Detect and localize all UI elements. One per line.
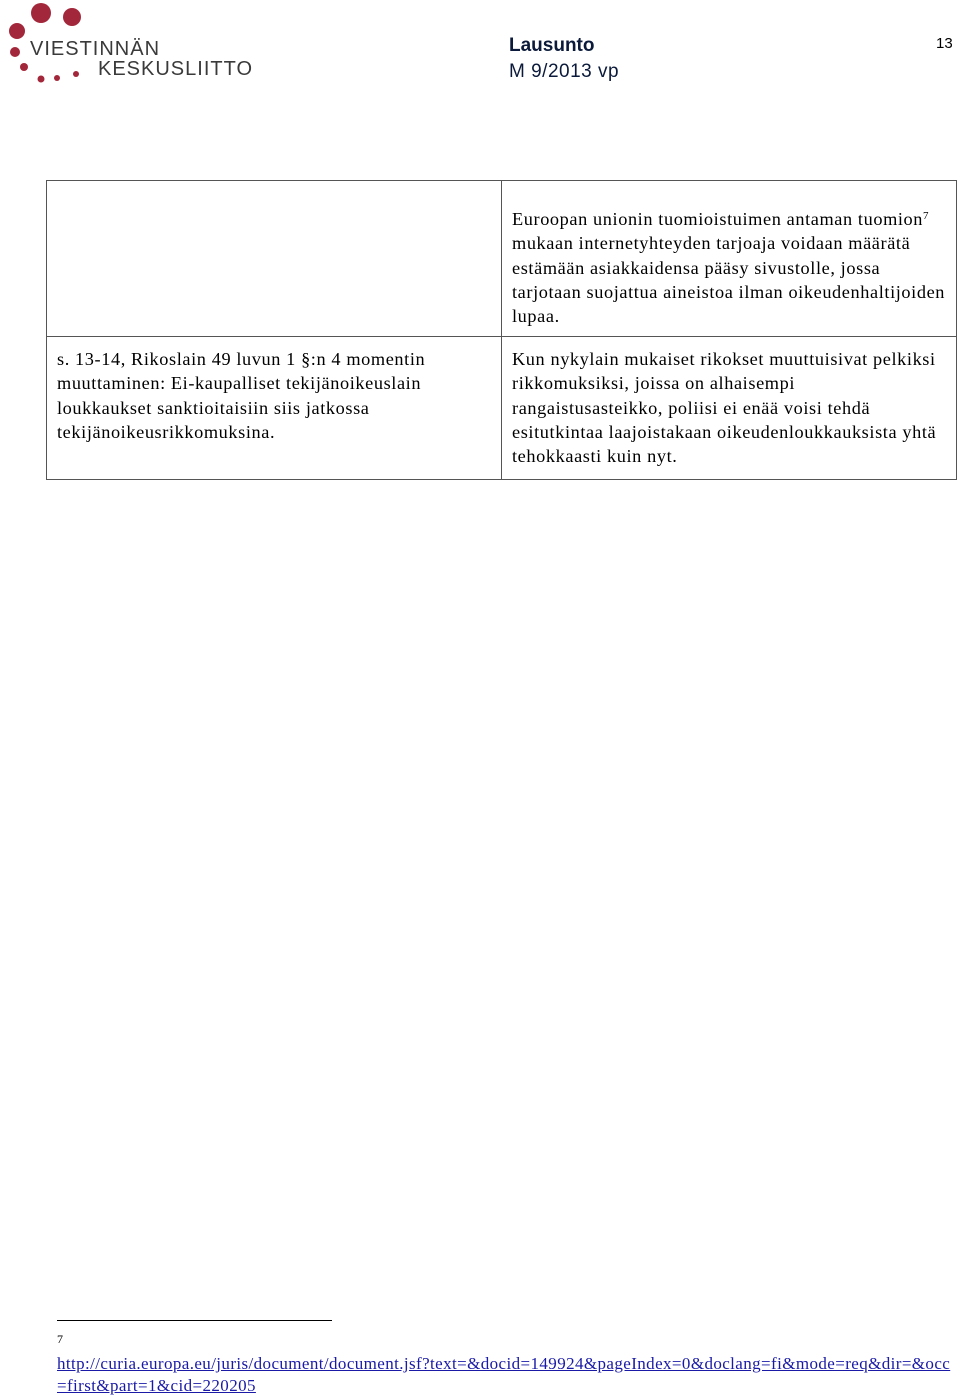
footnote-number: 7: [57, 1332, 63, 1346]
footnote-link[interactable]: http://curia.europa.eu/juris/document/document.jsf?text=&docid=149924&pageIndex=0&doclang=fi&mode=req&dir=&occ=first&part=1&cid=220205: [57, 1354, 951, 1395]
logo-text-line1: VIESTINNÄN: [30, 38, 161, 60]
logo-text-line2: KESKUSLIITTO: [98, 58, 254, 80]
table-row: [47, 337, 957, 480]
footnote-separator: [57, 1320, 332, 1321]
document-type: Lausunto: [509, 35, 595, 56]
footnote-reference[interactable]: 7: [923, 210, 930, 222]
paragraph-text-continued: mukaan internetyhteyden tarjoaja voidaan määrätä estämään asiakkaidensa pääsy sivustolle, jossa tarjotaan suojattua aineistoa ilman oikeudenhaltijoiden lupaa.: [512, 233, 946, 327]
table-cell-left: [47, 337, 502, 480]
table-row: [47, 181, 957, 337]
organization-logo: [0, 0, 270, 95]
paragraph-text: Euroopan unionin tuomioistuimen antaman tuomion: [512, 209, 924, 229]
table-cell-left: [47, 181, 502, 337]
page-number: 13: [936, 35, 953, 52]
table-cell-right: [502, 181, 957, 337]
table-cell-right: [502, 337, 957, 480]
cell-paragraph: s. 13-14, Rikoslain 49 luvun 1 §:n 4 momentin muuttaminen: Ei-kaupalliset tekijänoikeuslain loukkaukset sanktioitaisiin siis jatkossa tekijänoikeusrikkomuksina.: [57, 349, 426, 442]
comment-table: [46, 180, 957, 480]
document-reference: M 9/2013 vp: [509, 61, 620, 82]
cell-paragraph: [512, 207, 946, 328]
cell-paragraph: Kun nykylain mukaiset rikokset muuttuisivat pelkiksi rikkomuksiksi, joissa on alhaisempi rangaistusasteikko, poliisi ei enää voisi tehdä esitutkintaa laajoistakaan oikeudenloukkauksista yhtä tehokkaasti kuin nyt.: [512, 349, 937, 467]
document-header: [509, 35, 619, 83]
